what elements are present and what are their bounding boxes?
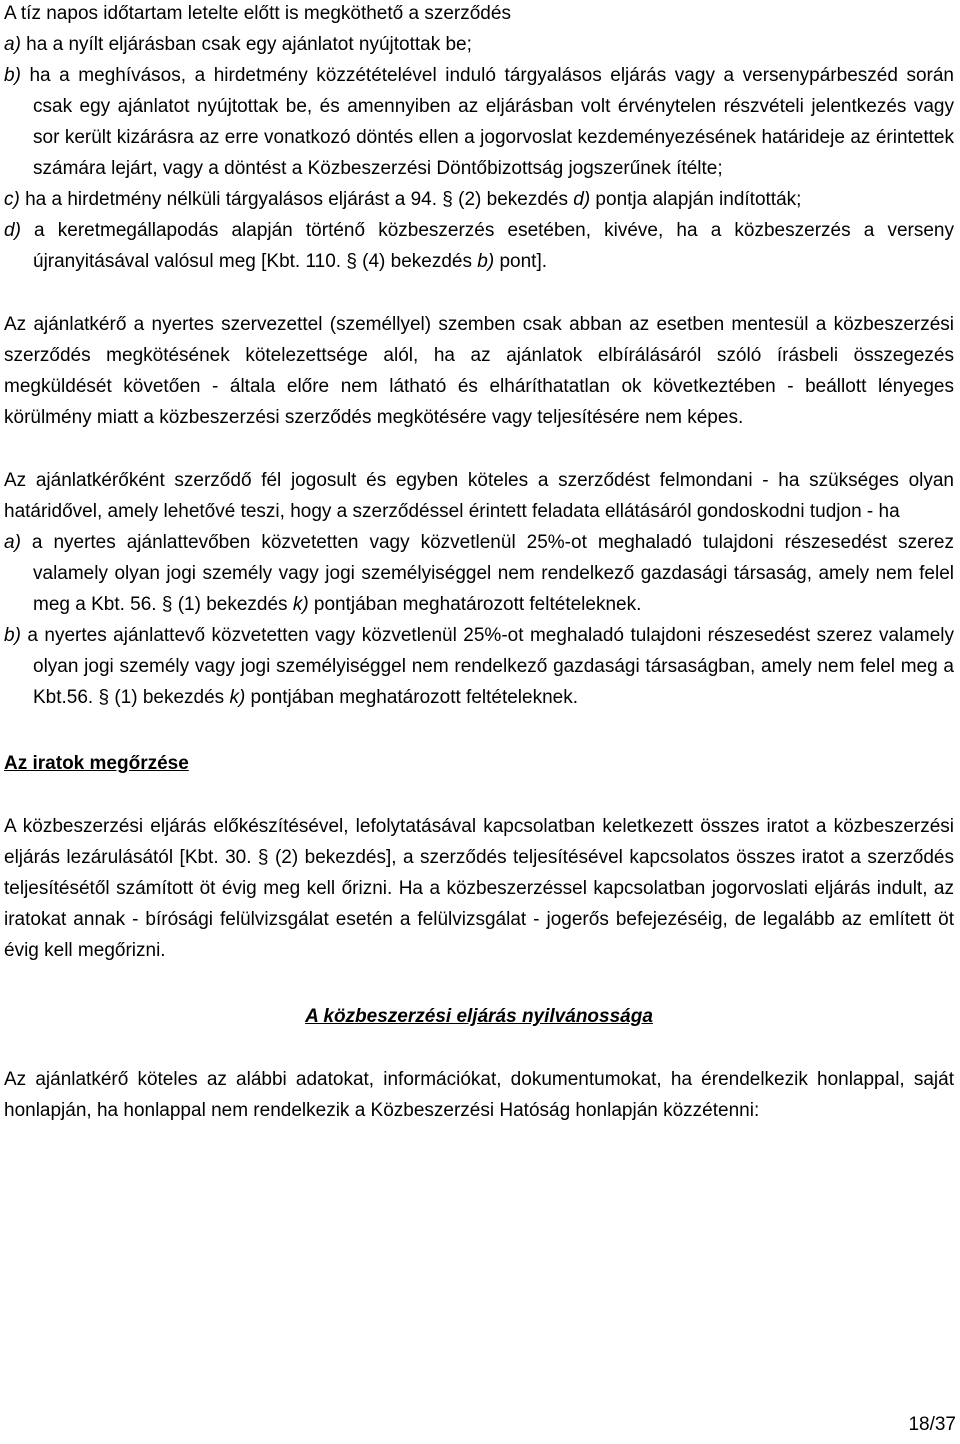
item-text: a keretmegállapodás alapján történő közbeszerzés esetében, kivéve, ha a közbeszerzés a verseny újranyitásával valósul meg [Kbt. 110. § (4) bekezdés (20, 220, 954, 272)
list-item-d (4, 215, 954, 277)
list-item-b (4, 60, 954, 184)
page-number: 18/37 (908, 1414, 956, 1435)
item-text: pontjában meghatározott feltételeknek. (245, 687, 579, 708)
list-item-c (4, 184, 954, 215)
paragraph-intro: A tíz napos időtartam letelte előtt is megköthető a szerződés (4, 3, 511, 24)
item-label: b) (4, 65, 21, 86)
item-text: ha a nyílt eljárásban csak egy ajánlatot nyújtottak be; (20, 34, 472, 55)
heading-publicity: A közbeszerzési eljárás nyilvánossága (305, 1006, 653, 1027)
section-conclusion-exceptions (4, 0, 954, 277)
item-text: pontjában meghatározott feltételeknek. (308, 594, 642, 615)
item-ref: b) (477, 251, 495, 272)
paragraph-termination-intro: Az ajánlatkérőként szerződő fél jogosult és egyben köteles a szerződést felmondani - ha szükséges olyan határidővel, amely lehetővé teszi, hogy a szerződéssel érintett feladata ellátásáról gondoskodni tudjon - ha (4, 470, 954, 522)
item-text: ha a meghívásos, a hirdetmény közzétételével induló tárgyalásos eljárás vagy a versenypárbeszéd során csak egy ajánlatot nyújtottak be, és amennyiben az eljárásban volt érvénytelen részvételi jelentkezés vagy sor került kizárásra az erre vonatkozó döntés ellen a jogorvoslat kezdeményezésének határideje az érintettek számára lejárt, vagy a döntést a Közbeszerzési Döntőbizottság jogszerűnek ítélte; (20, 65, 954, 179)
heading-document-retention: Az iratok megőrzése (4, 753, 189, 774)
item-text: ha a hirdetmény nélküli tárgyalásos eljárást a 94. § (2) bekezdés (19, 189, 574, 210)
item-label: d) (4, 220, 21, 241)
item-ref: d) (573, 189, 591, 210)
item-label: a) (4, 34, 21, 55)
item-text: a nyertes ajánlattevőben közvetetten vagy közvetlenül 25%-ot meghaladó tulajdoni részesedést szerez valamely olyan jogi személy vagy jogi személyiséggel nem rendelkező gazdasági társaság, amely nem felel meg a Kbt. 56. § (1) bekezdés (20, 532, 954, 615)
item-text: pont]. (494, 251, 548, 272)
item-label: a) (4, 532, 21, 553)
item-label: b) (4, 625, 21, 646)
paragraph-exemption: Az ajánlatkérő a nyertes szervezettel (személlyel) szemben csak abban az esetben mentesül a közbeszerzési szerződés megkötésének kötelezettsége alól, ha az ajánlatok elbírálásáról szóló írásbeli összegezés megküldését követően - általa előre nem látható és elháríthatatlan ok következtében - beállott lényeges körülmény miatt a közbeszerzési szerződés megkötésére vagy teljesítésére nem képes. (4, 314, 954, 428)
paragraph-document-retention: A közbeszerzési eljárás előkészítésével, lefolytatásával kapcsolatban keletkezett összes iratot a közbeszerzési eljárás lezárulásától [Kbt. 30. § (2) bekezdés], a szerződés teljesítésével kapcsolatos összes iratot a szerződés teljesítésétől számított öt évig meg kell őrizni. Ha a közbeszerzéssel kapcsolatban jogorvoslati eljárás indult, az iratokat annak - bírósági felülvizsgálat esetén a felülvizsgálat - jogerős befejezéséig, de legalább az említett öt évig kell megőrizni. (4, 816, 954, 961)
item-text: a nyertes ajánlattevő közvetetten vagy közvetlenül 25%-ot meghaladó tulajdoni részesedést szerez valamely olyan jogi személy vagy jogi személyiséggel nem rendelkező gazdasági társaságban, amely nem felel meg a Kbt.56. § (1) bekezdés (20, 625, 954, 708)
list-item-b (4, 620, 954, 713)
paragraph-publicity: Az ajánlatkérő köteles az alábbi adatokat, információkat, dokumentumokat, ha érendelkezik honlappal, saját honlapján, ha honlappal nem rendelkezik a Közbeszerzési Hatóság honlapján közzétenni: (4, 1069, 954, 1121)
item-label: c) (4, 189, 20, 210)
item-ref: k) (229, 687, 246, 708)
list-item-a (4, 527, 954, 620)
item-text: pontja alapján indították; (590, 189, 802, 210)
section-termination (4, 465, 954, 713)
list-item-a (4, 29, 954, 60)
item-ref: k) (292, 594, 309, 615)
